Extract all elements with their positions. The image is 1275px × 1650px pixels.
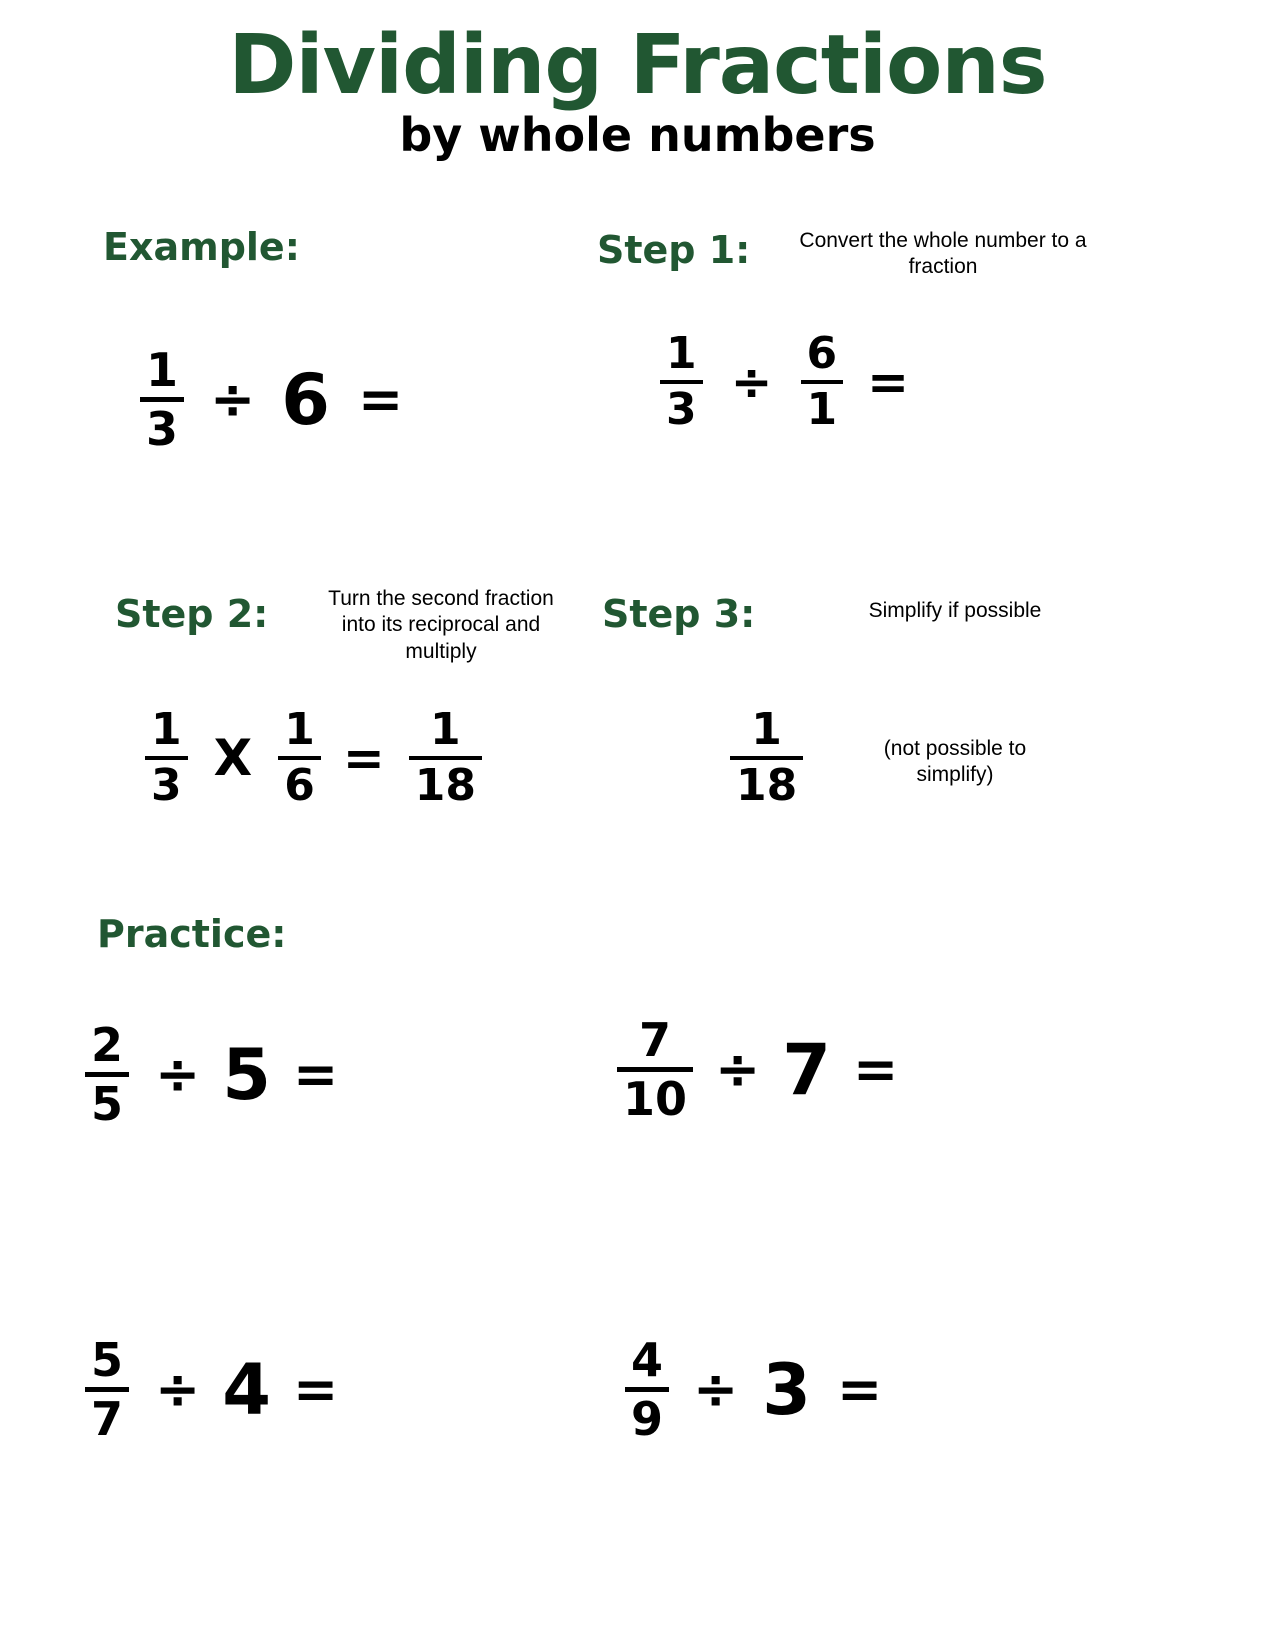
equals-sign: = [357, 367, 404, 431]
practice-3-whole-number: 4 [222, 1348, 271, 1431]
example-fraction-one-numerator: 1 [146, 343, 179, 397]
step3-note: Simplify if possible [868, 599, 1042, 622]
practice-2-whole-number: 7 [782, 1028, 831, 1111]
equals-sign: = [867, 353, 910, 411]
step2-heading: Step 2: [115, 592, 269, 636]
practice-1-fraction [85, 1020, 129, 1129]
practice-problem-1 [85, 1020, 338, 1129]
practice-problem-3 [85, 1335, 338, 1444]
step2-fraction-two-denominator: 6 [284, 760, 315, 811]
practice-problem-2 [617, 1015, 898, 1124]
step2-fraction-one-numerator: 1 [151, 704, 182, 755]
step2-fraction-one-denominator: 3 [151, 760, 182, 811]
page-title: Dividing Fractions [228, 18, 1047, 113]
example-expression [140, 345, 403, 454]
step3-result-denominator: 18 [736, 760, 798, 811]
step1-fraction-one [660, 330, 703, 434]
step2-result-denominator: 18 [414, 760, 476, 811]
step1-note: Convert the whole number to a fraction [799, 229, 1087, 279]
division-operator: ÷ [155, 1357, 201, 1421]
step3-heading: Step 3: [602, 592, 756, 636]
example-heading: Example: [103, 225, 300, 269]
step2-fraction-one [145, 706, 188, 810]
division-operator: ÷ [693, 1357, 739, 1421]
equals-sign: = [852, 1037, 899, 1101]
division-operator: ÷ [730, 353, 773, 411]
step3-expression [730, 706, 803, 810]
step1-fraction-two-denominator: 1 [806, 384, 838, 435]
step3-result-numerator: 1 [751, 704, 782, 755]
step2-result-fraction [409, 706, 482, 810]
step1-expression [660, 330, 909, 434]
step1-heading: Step 1: [597, 228, 751, 272]
practice-heading: Practice: [97, 912, 287, 956]
step1-fraction-two-numerator: 6 [806, 328, 838, 379]
practice-4-denominator: 9 [631, 1392, 664, 1446]
practice-4-whole-number: 3 [762, 1348, 811, 1431]
equals-sign: = [292, 1357, 339, 1421]
step2-note: Turn the second fraction into its reciprocal and multiply [328, 587, 554, 663]
example-fraction-one [140, 345, 184, 454]
multiplication-operator: X [213, 729, 253, 787]
step2-fraction-two-numerator: 1 [284, 704, 315, 755]
practice-1-numerator: 2 [91, 1018, 124, 1072]
division-operator: ÷ [210, 367, 256, 431]
practice-3-numerator: 5 [91, 1333, 124, 1387]
step2-expression [145, 706, 482, 810]
step2-fraction-two [278, 706, 321, 810]
division-operator: ÷ [155, 1042, 201, 1106]
equals-sign: = [292, 1042, 339, 1106]
step3-simplify-note: (not possible to simplify) [883, 737, 1027, 787]
example-whole-number: 6 [281, 358, 330, 441]
example-fraction-one-denominator: 3 [146, 402, 179, 456]
step1-fraction-one-denominator: 3 [666, 384, 697, 435]
practice-2-fraction [617, 1015, 693, 1124]
step1-fraction-one-numerator: 1 [666, 328, 697, 379]
practice-problem-4 [625, 1335, 882, 1444]
practice-4-fraction [625, 1335, 669, 1444]
step2-result-numerator: 1 [430, 704, 461, 755]
practice-1-whole-number: 5 [222, 1033, 271, 1116]
step1-fraction-two [801, 330, 844, 434]
practice-2-denominator: 10 [623, 1072, 688, 1126]
equals-sign: = [342, 729, 385, 787]
practice-3-denominator: 7 [91, 1392, 124, 1446]
page-subtitle: by whole numbers [399, 108, 876, 162]
division-operator: ÷ [715, 1037, 761, 1101]
equals-sign: = [836, 1357, 883, 1421]
practice-2-numerator: 7 [639, 1013, 672, 1067]
practice-1-denominator: 5 [91, 1077, 124, 1131]
step3-result-fraction [730, 706, 803, 810]
practice-4-numerator: 4 [631, 1333, 664, 1387]
practice-3-fraction [85, 1335, 129, 1444]
